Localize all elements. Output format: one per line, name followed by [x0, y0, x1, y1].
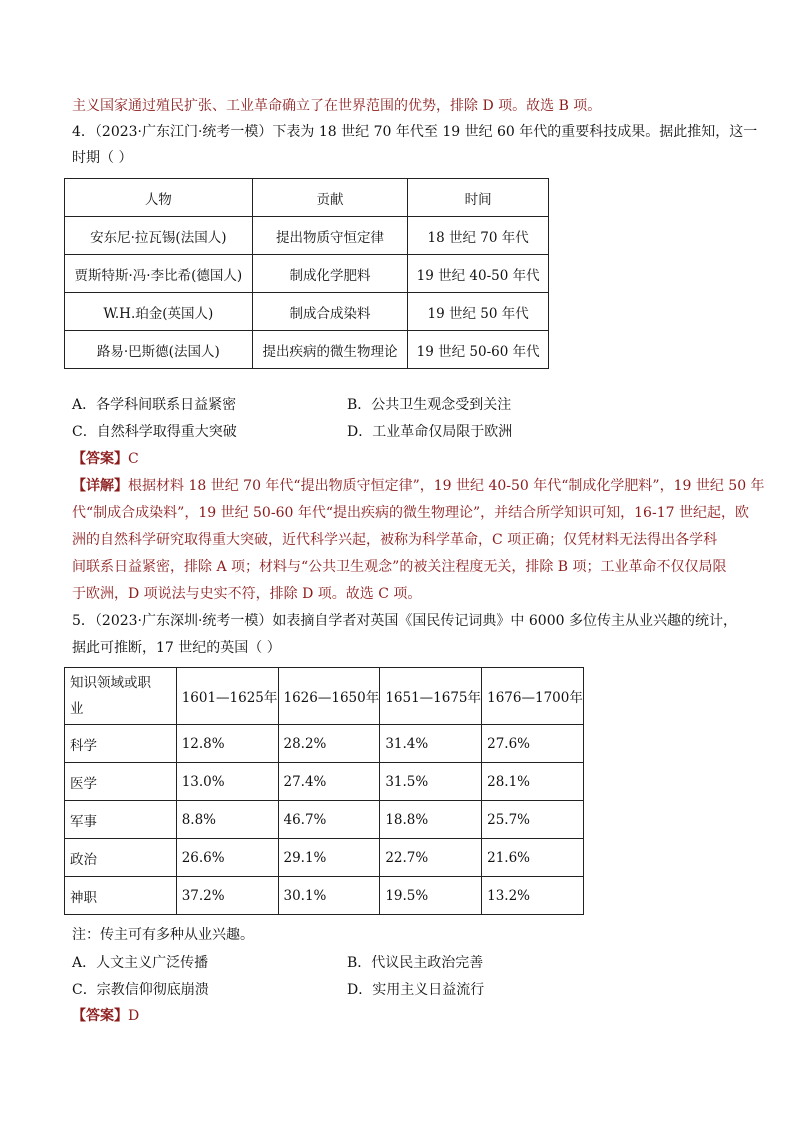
- table-row: [65, 331, 549, 369]
- table-cell: 18.8%: [380, 801, 482, 839]
- table-cell: 政治: [65, 839, 177, 877]
- q5-option-b: B．代议民主政治完善: [347, 955, 484, 971]
- table-header-cell: 1601—1625年: [176, 668, 278, 725]
- table-header-cell: [65, 668, 177, 725]
- table-cell: 46.7%: [278, 801, 380, 839]
- table-cell: 提出物质守恒定律: [252, 217, 408, 255]
- q5-note: 注：传主可有多种从业兴趣。: [72, 927, 254, 943]
- table-cell: 13.0%: [176, 763, 278, 801]
- table-cell: 医学: [65, 763, 177, 801]
- table-cell: 13.2%: [482, 877, 584, 915]
- table-cell: 19 世纪 50-60 年代: [408, 331, 549, 369]
- table-cell: 制成化学肥料: [252, 255, 408, 293]
- answer-value: D: [128, 1008, 140, 1024]
- table-header-cell: 贡献: [252, 179, 408, 217]
- table-header-cell: 时间: [408, 179, 549, 217]
- table-cell: 18 世纪 70 年代: [408, 217, 549, 255]
- table-header-cell: 1676—1700年: [482, 668, 584, 725]
- header-first-line2: 业: [70, 701, 84, 717]
- table-cell: 贾斯特斯·冯·李比希(德国人): [65, 255, 253, 293]
- table-row: [65, 217, 549, 255]
- table-cell: 安东尼·拉瓦锡(法国人): [65, 217, 253, 255]
- table-cell: 军事: [65, 801, 177, 839]
- table-cell: 29.1%: [278, 839, 380, 877]
- table-cell: 提出疾病的微生物理论: [252, 331, 408, 369]
- table-cell: 22.7%: [380, 839, 482, 877]
- q4-detail-line4: 间联系日益紧密，排除 A 项；材料与“公共卫生观念”的被关注程度无关，排除 B 项；工业革命不仅仅局限: [72, 559, 727, 575]
- table-cell: 21.6%: [482, 839, 584, 877]
- table-cell: 路易·巴斯德(法国人): [65, 331, 253, 369]
- table-header-row: [65, 668, 584, 725]
- table-row: [65, 839, 584, 877]
- table-row: [65, 725, 584, 763]
- q4-option-a: A．各学科间联系日益紧密: [72, 397, 237, 413]
- q4-detail-line5: 于欧洲，D 项说法与史实不符，排除 D 项。故选 C 项。: [72, 586, 422, 602]
- table-cell: 37.2%: [176, 877, 278, 915]
- table-cell: 28.2%: [278, 725, 380, 763]
- detail-text: 根据材料 18 世纪 70 年代“提出物质守恒定律”，19 世纪 40-50 年代“制成化学肥料”，19 世纪 50 年: [128, 478, 765, 494]
- intro-tail-line: 主义国家通过殖民扩张、工业革命确立了在世界范围的优势，排除 D 项。故选 B 项。: [72, 98, 602, 114]
- table-row: [65, 293, 549, 331]
- table-header-cell: 1626—1650年: [278, 668, 380, 725]
- q4-option-c: C．自然科学取得重大突破: [72, 424, 237, 440]
- q5-stem-line1: 5．（2023·广东深圳·统考一模）如表摘自学者对英国《国民传记词典》中 6000 多位传主从业兴趣的统计，: [72, 613, 737, 629]
- table-row: [65, 255, 549, 293]
- table-header-row: [65, 179, 549, 217]
- table-cell: 19 世纪 40-50 年代: [408, 255, 549, 293]
- q5-table: [64, 667, 584, 915]
- table-cell: 31.4%: [380, 725, 482, 763]
- table-cell: 19 世纪 50 年代: [408, 293, 549, 331]
- table-cell: 8.8%: [176, 801, 278, 839]
- table-cell: 制成合成染料: [252, 293, 408, 331]
- q5-answer: [72, 1006, 139, 1026]
- detail-label: 【详解】: [72, 478, 128, 494]
- q4-detail-line2: 代“制成合成染料”，19 世纪 50-60 年代“提出疾病的微生物理论”，并结合所学知识可知，16-17 世纪起，欧: [72, 505, 749, 521]
- table-cell: 25.7%: [482, 801, 584, 839]
- q4-table: [64, 178, 549, 369]
- q5-option-c: C．宗教信仰彻底崩溃: [72, 982, 209, 998]
- answer-label: 【答案】: [72, 451, 128, 467]
- q4-detail-line1: [72, 476, 765, 496]
- q4-stem-line1: 4．（2023·广东江门·统考一模）下表为 18 世纪 70 年代至 19 世纪 60 年代的重要科技成果。据此推知，这一: [72, 124, 758, 140]
- q4-option-b: B．公共卫生观念受到关注: [347, 397, 512, 413]
- table-cell: 科学: [65, 725, 177, 763]
- table-cell: 27.4%: [278, 763, 380, 801]
- q4-option-d: D．工业革命仅局限于欧洲: [347, 424, 513, 440]
- table-cell: 神职: [65, 877, 177, 915]
- table-cell: 12.8%: [176, 725, 278, 763]
- table-row: [65, 763, 584, 801]
- table-row: [65, 801, 584, 839]
- table-cell: 27.6%: [482, 725, 584, 763]
- q5-stem-line2: 据此可推断，17 世纪的英国（ ）: [72, 640, 281, 656]
- table-cell: 19.5%: [380, 877, 482, 915]
- table-cell: 31.5%: [380, 763, 482, 801]
- header-first-line1: 知识领域或职: [70, 675, 151, 691]
- table-header-cell: 人物: [65, 179, 253, 217]
- table-row: [65, 877, 584, 915]
- q4-stem-line2: 时期（ ）: [72, 150, 133, 166]
- table-cell: W.H.珀金(英国人): [65, 293, 253, 331]
- q4-detail-line3: 洲的自然科学研究取得重大突破，近代科学兴起，被称为科学革命，C 项正确；仅凭材料无法得出各学科: [72, 532, 718, 548]
- q4-answer: [72, 449, 139, 469]
- table-cell: 26.6%: [176, 839, 278, 877]
- answer-label: 【答案】: [72, 1008, 128, 1024]
- table-cell: 28.1%: [482, 763, 584, 801]
- table-header-cell: 1651—1675年: [380, 668, 482, 725]
- q5-option-a: A．人文主义广泛传播: [72, 955, 209, 971]
- table-cell: 30.1%: [278, 877, 380, 915]
- answer-value: C: [128, 451, 139, 467]
- q5-option-d: D．实用主义日益流行: [347, 982, 485, 998]
